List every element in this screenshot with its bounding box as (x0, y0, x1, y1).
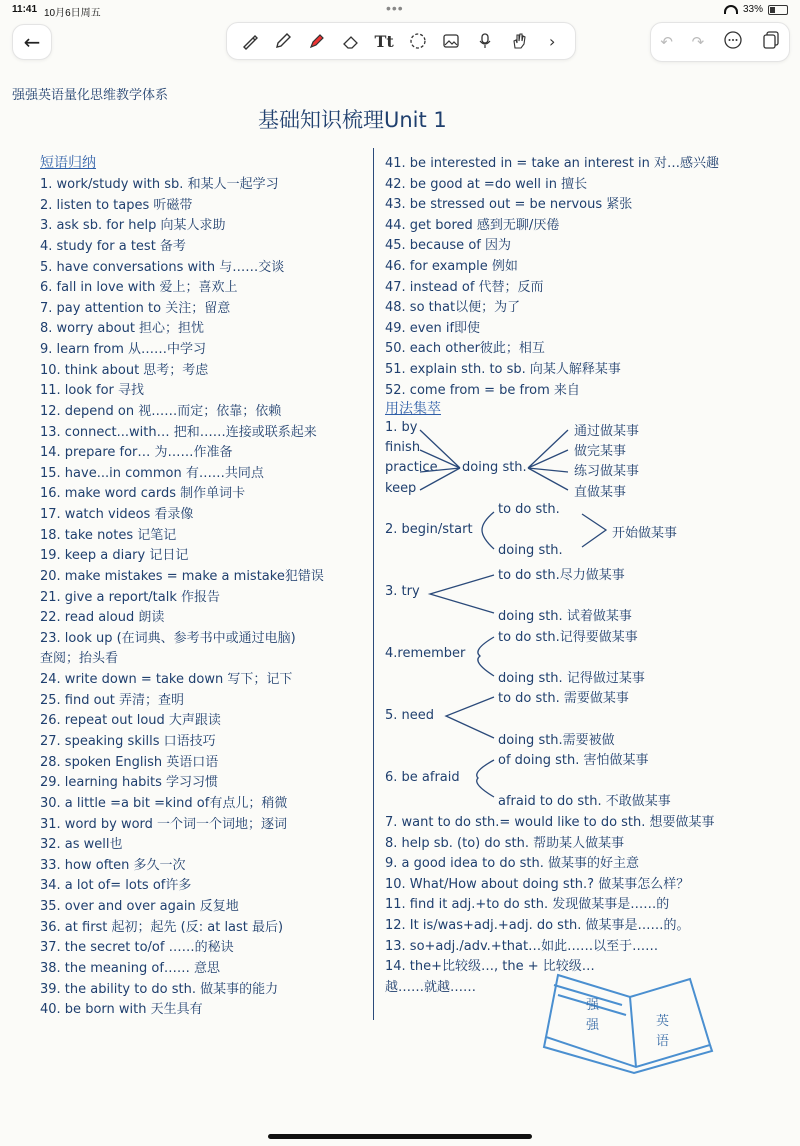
phrase-item: 46. for example 例如 (385, 259, 518, 274)
phrase-item: 20. make mistakes = make a mistake犯错误 (40, 568, 324, 584)
phrase-item: 44. get bored 感到无聊/厌倦 (385, 217, 560, 233)
usage3-top: to do sth.尽力做某事 (498, 568, 625, 583)
phrase-item: 14. prepare for… 为……作准备 (40, 445, 233, 461)
book-left-text: 强 强 (586, 998, 600, 1033)
phrase-item: 22. read aloud 朗读 (40, 610, 165, 626)
phrase-item: 6. fall in love with 爱上；喜欢上 (40, 280, 238, 296)
page-title: 基础知识梳理Unit 1 (258, 108, 447, 132)
phrase-item: 41. be interested in = take an interest in 对…感兴趣 (385, 156, 720, 171)
usage1-meaning: 通过做某事 (574, 424, 640, 439)
phrase-item: 17. watch videos 看录像 (40, 507, 194, 523)
redo-icon[interactable]: ↷ (691, 33, 705, 51)
phrase-item: 42. be good at =do well in 擅长 (385, 176, 588, 192)
text-tool-icon[interactable]: Tt (374, 31, 394, 51)
usage1-verb: finish (385, 440, 421, 455)
phrase-item: 31. word by word 一个词一个词地；逐词 (40, 816, 288, 832)
usage2-form: doing sth. (498, 543, 563, 558)
status-date: 10月6日周五 (44, 8, 101, 19)
book-right-text: 英 语 (656, 1014, 670, 1049)
phrase-item: 51. explain sth. to sb. 向某人解释某事 (385, 362, 621, 377)
usage1-verb: keep (385, 481, 417, 496)
usage-item: 13. so+adj./adv.+that…如此……以至于…… (385, 938, 659, 954)
usage1-meaning: 做完某事 (574, 444, 627, 459)
phrase-item: 10. think about 思考；考虑 (40, 362, 209, 378)
usage5-top: to do sth. 需要做某事 (498, 691, 629, 706)
arrow-left-icon: ← (23, 30, 41, 54)
status-time: 11:41 (12, 4, 38, 15)
phrase-item: 19. keep a diary 记日记 (40, 548, 189, 564)
phrase-item: 39. the ability to do sth. 做某事的能力 (40, 981, 279, 997)
phrase-item: 25. find out 弄清；查明 (40, 692, 185, 708)
phrase-item: 21. give a report/talk 作报告 (40, 589, 221, 605)
usage-item: 8. help sb. (to) do sth. 帮助某人做某事 (385, 835, 625, 851)
usage2-verb: 2. begin/start (385, 522, 473, 537)
phrase-item: 4. study for a test 备考 (40, 238, 186, 254)
note-header: 强强英语量化思维教学体系 (12, 88, 169, 103)
phrase-item: 7. pay attention to 关注；留意 (40, 300, 231, 316)
usage1-verb: 1. by (385, 420, 418, 435)
phrase-item: 30. a little =a bit =kind of有点儿；稍微 (40, 795, 288, 811)
usage1-meaning: 直做某事 (574, 485, 627, 500)
usage5-verb: 5. need (385, 708, 435, 723)
phrase-item: 32. as well也 (40, 837, 123, 853)
phrase-item: 27. speaking skills 口语技巧 (40, 734, 216, 749)
usage6-verb: 6. be afraid (385, 770, 460, 785)
usage6-top: of doing sth. 害怕做某事 (498, 753, 649, 768)
battery-percent: 33% (742, 4, 763, 15)
phrase-item: 26. repeat out loud 大声跟读 (40, 713, 221, 729)
phrase-item: 1. work/study with sb. 和某人一起学习 (40, 177, 279, 192)
phrase-item: 49. even if即使 (385, 320, 481, 336)
usage-item: 11. find it adj.+to do sth. 发现做某事是……的 (385, 897, 670, 913)
phrase-item: 47. instead of 代替；反而 (385, 279, 544, 295)
usage-item: 12. It is/was+adj.+adj. do sth. 做某事是……的。 (385, 918, 690, 933)
phrase-item: 23. look up (在词典、参考书中或通过电脑) (40, 630, 296, 646)
usage2-meaning: 开始做某事 (612, 526, 678, 541)
usage5-bottom: doing sth.需要被做 (498, 733, 615, 748)
phrase-item: 35. over and over again 反复地 (40, 899, 239, 915)
phrase-item: 40. be born with 天生具有 (40, 1002, 203, 1018)
usage-heading: 用法集萃 (385, 401, 441, 417)
phrase-item: 37. the secret to/of ……的秘诀 (40, 940, 234, 956)
phrase-item: 36. at first 起初；起先 (反: at last 最后) (40, 919, 284, 935)
multitask-dots-icon[interactable]: ••• (386, 0, 404, 16)
phrase-item: 43. be stressed out = be nervous 紧张 (385, 197, 633, 213)
usage-item: 9. a good idea to do sth. 做某事的好主意 (385, 856, 640, 872)
usage-item: 10. What/How about doing sth.? 做某事怎么样？ (385, 876, 690, 892)
phrase-item: 2. listen to tapes 听磁带 (40, 197, 193, 213)
phrase-item: 48. so that以便；为了 (385, 300, 521, 316)
phrase-item: 29. learning habits 学习习惯 (40, 775, 219, 791)
usage4-bottom: doing sth. 记得做过某事 (498, 671, 645, 686)
phrase-item: 34. a lot of= lots of许多 (40, 878, 192, 894)
phrase-item: 9. learn from 从……中学习 (40, 342, 206, 358)
phrase-item: 3. ask sb. for help 向某人求助 (40, 218, 226, 234)
undo-icon[interactable]: ↶ (660, 33, 673, 51)
phrase-item: 8. worry about 担心；担忧 (40, 321, 205, 337)
usage-item: 越……就越…… (385, 979, 477, 995)
phrase-item: 33. how often 多久一次 (40, 857, 186, 873)
phrase-item: 11. look for 寻找 (40, 383, 144, 399)
usage-item: 14. the+比较级…, the + 比较级… (385, 959, 595, 975)
phrase-item: 50. each other彼此；相互 (385, 341, 545, 357)
usage1-middle: doing sth. (462, 460, 527, 475)
phrase-item: 38. the meaning of…… 意思 (40, 960, 221, 976)
book-icon (540, 965, 720, 1075)
home-indicator[interactable] (268, 1134, 532, 1139)
phrase-item: 5. have conversations with 与……交谈 (40, 259, 285, 275)
phrase-item: 15. have...in common 有……共同点 (40, 465, 264, 481)
phrase-item: 13. connect...with… 把和……连接或联系起来 (40, 424, 317, 440)
phrase-item: 24. write down = take down 写下；记下 (40, 672, 293, 688)
usage2-form: to do sth. (498, 502, 560, 517)
phrase-item: 18. take notes 记笔记 (40, 527, 177, 543)
usage3-bottom: doing sth. 试着做某事 (498, 609, 632, 624)
phrase-item: 12. depend on 视……而定；依靠；依赖 (40, 403, 282, 419)
usage1-meaning: 练习做某事 (574, 464, 640, 479)
phrase-item: 45. because of 因为 (385, 238, 511, 254)
usage1-verb: practice (385, 460, 438, 475)
usage-item: 7. want to do sth.= would like to do sth. 想要做某事 (385, 815, 715, 830)
usage4-verb: 4.remember (385, 646, 466, 661)
phrase-item: 52. come from = be from 来自 (385, 382, 580, 398)
phrase-item: 28. spoken English 英语口语 (40, 754, 219, 770)
usage3-verb: 3. try (385, 584, 420, 599)
phrase-item: 16. make word cards 制作单词卡 (40, 486, 246, 502)
usage6-bottom: afraid to do sth. 不敢做某事 (498, 794, 671, 809)
chevron-right-icon[interactable]: › (548, 31, 556, 51)
phrase-item: 查阅；抬头看 (40, 651, 119, 667)
usage4-top: to do sth.记得要做某事 (498, 630, 638, 645)
phrases-heading: 短语归纳 (40, 155, 96, 171)
